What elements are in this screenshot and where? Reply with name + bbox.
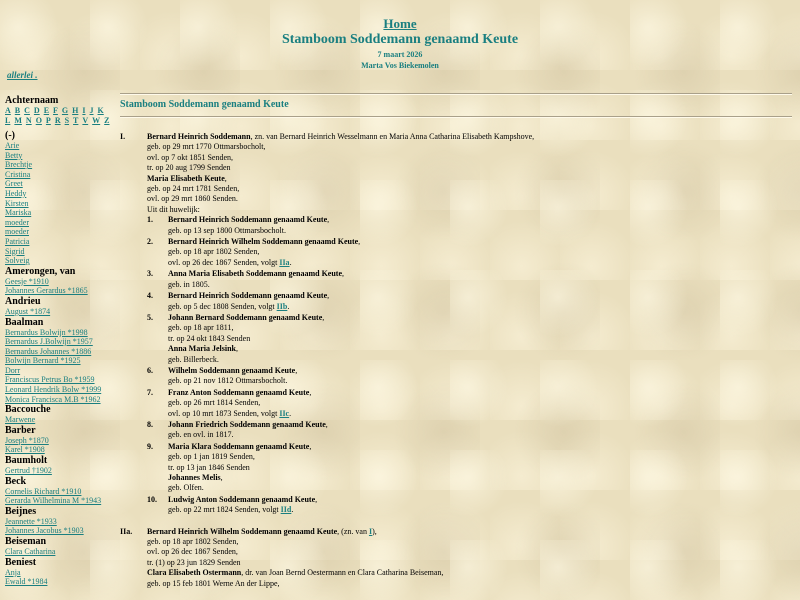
person-name: Anna Maria Elisabeth Soddemann genaamd Keute (168, 269, 343, 279)
children-list (147, 215, 792, 515)
child-entry (147, 366, 792, 387)
person-name: Bernard Heinrich Soddemann genaamd Keute (168, 215, 328, 225)
record-line (168, 442, 792, 452)
record-line (147, 153, 792, 163)
child-number: 9. (147, 441, 153, 451)
record-line (147, 547, 792, 557)
home-link[interactable]: Home (383, 16, 417, 31)
record-line (147, 174, 792, 184)
person-link[interactable]: Greet (5, 179, 23, 189)
record-line (168, 483, 792, 493)
child-number: 4. (147, 291, 153, 301)
record-line (147, 205, 792, 215)
publication-date: 7 maart 2026 (377, 50, 423, 59)
record-line (168, 409, 792, 419)
record-line (147, 537, 792, 547)
record-text: , (224, 173, 227, 183)
record-text: ), (372, 526, 377, 536)
person-name: Maria Klara Soddemann genaamd Keute (168, 441, 310, 451)
letter-link-p[interactable]: P (45, 116, 51, 125)
record-line (147, 142, 792, 152)
letter-link-d[interactable]: D (33, 106, 40, 115)
allerlei-container (7, 70, 38, 80)
person-link[interactable]: Bolwijn Bernard *1925 (5, 356, 81, 366)
person-link[interactable]: Kirsten (5, 198, 29, 208)
record-line (168, 334, 792, 344)
record-line (168, 226, 792, 236)
generation-ref-link[interactable]: IId (280, 505, 292, 515)
record-line (168, 269, 792, 279)
record-line (168, 495, 792, 505)
person-name: Johannes Melis (168, 473, 221, 482)
person-link[interactable]: Geesje *1910 (5, 276, 49, 286)
record-line (168, 463, 792, 473)
child-number: 6. (147, 365, 153, 375)
person-link[interactable]: Jeannette *1933 (5, 516, 57, 526)
generation-ref-link[interactable]: IIa (279, 257, 290, 267)
person-name: Wilhelm Soddemann genaamd Keute (168, 365, 296, 375)
record-line (168, 430, 792, 440)
child-entry (147, 237, 792, 268)
record-text: geb. op 24 mrt 1781 Senden, (147, 184, 240, 194)
person-link[interactable]: Cristina (5, 169, 31, 179)
generation-ref-link[interactable]: IIc (279, 408, 290, 418)
surname-heading: Beijnes (5, 505, 37, 517)
child-number: 1. (147, 215, 153, 225)
record-line (147, 194, 792, 204)
record-line (168, 398, 792, 408)
child-entry (147, 313, 792, 365)
person-record (120, 132, 792, 516)
record-text: . (289, 257, 292, 267)
record-line (168, 323, 792, 333)
record-line (147, 527, 792, 537)
letter-link-h[interactable]: H (72, 106, 79, 115)
person-name: Johann Bernard Soddemann genaamd Keute (168, 312, 323, 322)
letter-link-e[interactable]: E (43, 106, 50, 115)
record-line (168, 452, 792, 462)
record-text: . (287, 301, 290, 311)
surname-heading: Baccouche (5, 404, 51, 416)
record-text: , (322, 312, 325, 322)
record-line (168, 366, 792, 376)
record-text: tr. op 13 jan 1846 Senden (168, 462, 250, 472)
letter-link-r[interactable]: R (54, 116, 61, 125)
letter-link-c[interactable]: C (24, 106, 30, 115)
person-link[interactable]: Marwene (5, 415, 36, 425)
record-text: geb. op 26 mrt 1814 Senden, (168, 398, 261, 408)
letter-link-t[interactable]: T (73, 116, 79, 125)
surname-heading: Baumholt (5, 455, 48, 467)
record-line (168, 313, 792, 323)
record-text: ovl. op 26 dec 1867 Senden, (147, 547, 238, 557)
person-link[interactable]: Arie (5, 141, 20, 150)
child-number: 10. (147, 494, 157, 504)
person-link[interactable]: moeder (5, 227, 29, 237)
spacer (120, 516, 792, 527)
letter-link-g[interactable]: G (61, 106, 69, 115)
home-link-container (0, 16, 800, 32)
surname-heading: Beniest (5, 556, 37, 568)
person-link[interactable]: Gertrud †1902 (5, 466, 52, 476)
record-text: , (327, 215, 330, 225)
record-text: , (358, 237, 361, 247)
letter-link-l[interactable]: L (5, 116, 11, 125)
record-text: , (315, 494, 318, 504)
child-number: 7. (147, 387, 153, 397)
person-link[interactable]: Betty (5, 150, 23, 160)
record-text: geb. op 18 apr 1811, (168, 323, 234, 333)
person-link[interactable]: Anja (5, 567, 21, 577)
child-entry (147, 420, 792, 441)
person-link[interactable]: August *1874 (5, 306, 51, 316)
record-line (147, 132, 792, 142)
letter-link-w[interactable]: W (92, 116, 101, 125)
record-text: , (342, 269, 345, 279)
record-line (168, 473, 792, 483)
record-text: geb. op 21 nov 1812 Ottmarsbocholt. (168, 376, 288, 386)
person-link[interactable]: Franciscus Petrus Bo *1959 (5, 375, 95, 385)
record-text: , (325, 419, 328, 429)
record-text: , (295, 365, 298, 375)
letter-link-s[interactable]: S (64, 116, 70, 125)
record-line (168, 237, 792, 247)
child-entry (147, 442, 792, 494)
child-entry (147, 269, 792, 290)
record-text: geb. in 1805. (168, 279, 210, 289)
person-link[interactable]: Dorr (5, 365, 21, 375)
person-link[interactable]: Gerarda Wilhelmina M *1943 (5, 496, 102, 506)
record-text: , (220, 473, 223, 482)
child-entry (147, 495, 792, 516)
generation-number: I. (120, 132, 126, 141)
person-link[interactable]: Joseph *1870 (5, 435, 49, 445)
letter-link-n[interactable]: N (25, 116, 32, 125)
record-text: Uit dit huwelijk: (147, 204, 200, 214)
record-text: ovl. op 29 mrt 1860 Senden. (147, 194, 238, 204)
allerlei-link[interactable]: allerlei . (7, 70, 38, 80)
letter-link-j[interactable]: J (89, 106, 94, 115)
surname-heading: Baalman (5, 316, 44, 328)
person-link[interactable]: Mariska (5, 208, 32, 218)
person-name: Bernard Heinrich Wilhelm Soddemann genaamd Keute (147, 526, 338, 536)
surname-index-heading: Achternaam (5, 95, 59, 106)
person-name: Johann Friedrich Soddemann genaamd Keute (168, 419, 326, 429)
record-text: geb. op 29 mrt 1770 Ottmarsbocholt, (147, 142, 266, 152)
author-name: Marta Vos Biekemolen (361, 61, 439, 70)
record-line (168, 215, 792, 225)
record-line (168, 355, 792, 365)
person-link[interactable]: Bernardus J.Bolwijn *1957 (5, 337, 93, 347)
person-name: Bernard Heinrich Wilhelm Soddemann genaamd Keute (168, 237, 359, 247)
person-name: Maria Elisabeth Keute (147, 173, 225, 183)
record-line (168, 280, 792, 290)
record-text: , (zn. van (337, 526, 369, 536)
record-line (168, 291, 792, 301)
generation-ref-link[interactable]: IIb (276, 301, 288, 311)
person-name: Bernard Heinrich Soddemann (147, 132, 251, 141)
generation-number: IIa. (120, 526, 133, 536)
letter-link-a[interactable]: A (5, 106, 11, 115)
record-text: tr. op 24 okt 1843 Senden (168, 333, 251, 343)
generation-ref-link[interactable]: I (368, 526, 373, 536)
divider-below-title (120, 116, 792, 118)
person-link[interactable]: Bernardus Bolwijn *1998 (5, 327, 88, 337)
letter-link-v[interactable]: V (82, 116, 89, 125)
person-name: Ludwig Anton Soddemann genaamd Keute (168, 494, 316, 504)
child-entry (147, 215, 792, 236)
surname-heading: Beck (5, 475, 27, 487)
record-text: ovl. op 7 okt 1851 Senden, (147, 152, 233, 162)
record-text: , (309, 387, 312, 397)
record-text: geb. Billerbeck. (168, 354, 219, 364)
record-line (147, 579, 792, 589)
record-text: geb. op 1 jan 1819 Senden, (168, 452, 255, 462)
record-line (168, 505, 792, 515)
record-text: , dr. van Joan Bernd Oestermann en Clara Catharina Beiseman, (241, 568, 444, 578)
record-line (147, 558, 792, 568)
surname-index-sidebar (5, 95, 113, 587)
letter-link-o[interactable]: O (35, 116, 42, 125)
person-link[interactable]: Ewald *1984 (5, 577, 48, 587)
surname-heading: (-) (5, 130, 15, 141)
person-link[interactable]: Clara Catharina (5, 547, 56, 556)
record-text: , (309, 441, 312, 451)
person-name: Clara Elisabeth Ostermann (147, 568, 242, 578)
record-text: , zn. van Bernard Heinrich Wesselmann en Maria Anna Catharina Elisabeth Kampshove, (250, 132, 535, 141)
child-number: 5. (147, 312, 153, 322)
record-text: , (327, 291, 330, 301)
record-text: geb. op 18 apr 1802 Senden, (168, 247, 260, 257)
letter-link-b[interactable]: B (14, 106, 21, 115)
surname-heading: Amerongen, van (5, 265, 76, 277)
record-line (168, 247, 792, 257)
record-text: geb. op 5 dec 1808 Senden, volgt (168, 301, 277, 311)
person-link[interactable]: Patricia (5, 236, 30, 246)
record-text: , (236, 344, 239, 354)
letter-link-i[interactable]: I (82, 106, 86, 115)
child-number: 8. (147, 419, 153, 429)
person-name: Anna Maria Jelsink (168, 344, 237, 354)
child-number: 3. (147, 269, 153, 279)
record-text: geb. op 13 sep 1800 Ottmarsbocholt. (168, 225, 286, 235)
record-text: . (289, 408, 292, 418)
surname-heading: Barber (5, 424, 36, 436)
record-text: geb. op 22 mrt 1824 Senden, volgt (168, 505, 281, 515)
person-link[interactable]: Monica Francisca M.B *1962 (5, 394, 101, 404)
letter-link-k[interactable]: K (97, 106, 104, 115)
record-text: ovl. op 10 mrt 1873 Senden, volgt (168, 408, 280, 418)
person-link[interactable]: Cornelis Richard *1910 (5, 486, 82, 496)
record-line (147, 184, 792, 194)
child-number: 2. (147, 237, 153, 247)
letter-link-z[interactable]: Z (104, 116, 110, 125)
letter-link-f[interactable]: F (53, 106, 58, 115)
record-text: geb. op 18 apr 1802 Senden, (147, 537, 239, 547)
divider-top (120, 93, 792, 95)
person-name: Franz Anton Soddemann genaamd Keute (168, 387, 310, 397)
record-line (168, 388, 792, 398)
person-link[interactable]: Leonard Hendrik Bolw *1999 (5, 385, 102, 395)
record-text: . (291, 505, 294, 515)
person-link[interactable]: Johannes Gerardus *1865 (5, 286, 88, 296)
record-text: geb. en ovl. in 1817. (168, 430, 234, 440)
child-entry (147, 291, 792, 312)
person-link[interactable]: Solveig (5, 256, 30, 266)
record-line (168, 302, 792, 312)
person-link[interactable]: Sigrid (5, 246, 25, 256)
site-title: Stamboom Soddemann genaamd Keute (281, 32, 519, 47)
record-line (168, 376, 792, 386)
person-link[interactable]: Bernardus Johannes *1886 (5, 346, 92, 356)
person-link[interactable]: Brechtje (5, 160, 33, 170)
person-record (120, 527, 792, 589)
person-name: Bernard Heinrich Soddemann genaamd Keute (168, 291, 328, 301)
record-text: tr. (1) op 23 jun 1829 Senden (147, 557, 241, 567)
record-text: geb. Olfen. (168, 483, 204, 493)
surname-heading: Andrieu (5, 295, 41, 307)
record-text: ovl. op 26 dec 1867 Senden, volgt (168, 257, 280, 267)
record-text: tr. op 20 aug 1799 Senden (147, 163, 231, 173)
alphabet-index (5, 106, 113, 126)
person-link[interactable]: Johannes Jacobus *1903 (5, 526, 84, 536)
record-text: geb. op 15 feb 1801 Werne An der Lippe, (147, 578, 280, 588)
person-link[interactable]: moeder (5, 217, 29, 227)
record-line (168, 420, 792, 430)
main-title: Stamboom Soddemann genaamd Keute (120, 99, 289, 110)
child-entry (147, 388, 792, 419)
record-line (168, 258, 792, 268)
record-line (147, 568, 792, 578)
record-line (147, 163, 792, 173)
person-link[interactable]: Heddy (5, 188, 27, 198)
surname-heading: Beiseman (5, 536, 47, 547)
person-link[interactable]: Karel *1908 (5, 445, 45, 455)
letter-link-m[interactable]: M (14, 116, 22, 125)
surname-groups (5, 130, 113, 587)
genealogy-content (120, 132, 792, 589)
record-line (168, 344, 792, 354)
